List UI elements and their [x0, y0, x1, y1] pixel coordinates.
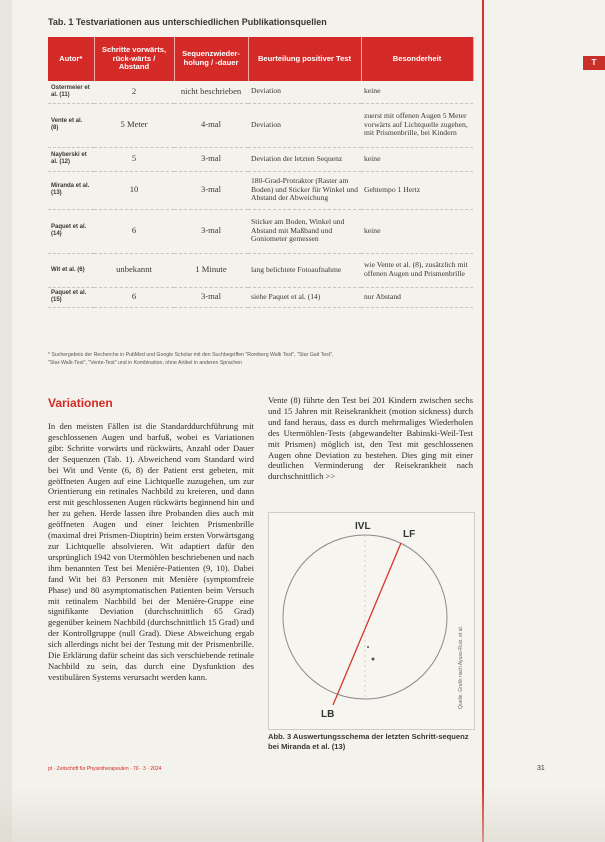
section-heading: Variationen: [48, 396, 113, 410]
table-cell: keine: [361, 147, 473, 171]
table-header-cell: Beurteilung positiver Test: [248, 37, 361, 81]
table-header-cell: Sequenzwieder-holung / -dauer: [174, 37, 248, 81]
table-cell: nur Abstand: [361, 287, 473, 307]
label-lb: LB: [321, 709, 335, 720]
table-header-cell: Besonderheit: [361, 37, 473, 81]
figure-svg: [269, 513, 474, 729]
figure-caption: Abb. 3 Auswertungsschema der letzten Schritt-sequenz bei Miranda et al. (13): [268, 732, 469, 751]
table-cell: 4-mal: [174, 103, 248, 147]
table-cell: 2: [94, 81, 174, 103]
table-cell: nicht beschrieben: [174, 81, 248, 103]
figure-diagram: [268, 512, 475, 730]
table-cell: zuerst mit offenen Augen 5 Meter vorwärts auf Lichtquelle zugehen, mit Prismenbrille, bei Kindern: [361, 103, 473, 147]
variations-table: [48, 37, 474, 308]
deviation-line: [333, 543, 401, 705]
table-cell: 3-mal: [174, 171, 248, 209]
author-cell: Miranda et al. (13): [48, 171, 94, 209]
table-cell: Deviation der letzten Sequenz: [248, 147, 361, 171]
section-tab-marker: T: [583, 56, 605, 70]
table-row: [48, 253, 473, 287]
table-cell: siehe Paquet et al. (14): [248, 287, 361, 307]
table-header-cell: Schritte vorwärts, rück-wärts / Abstand: [94, 37, 174, 81]
table-row: [48, 171, 473, 209]
author-cell: Vente et al. (8): [48, 103, 94, 147]
left-column-text: In den meisten Fällen ist die Standarddurchführung mit geschlossenen Augen und barfuß, wobei es Variationen gibt: Schritte vorwärts und rückwärts, Anzahl oder Dauer der Sequenzen (Tab. 1). Abweichend vom Standard wird bei Wit und Vente (6, 8) der Patient erst gebeten, mit geöffneten Augen auf eine Lichtquelle zuzugehen, um zur Orientierung ein retinales Nachbild zu kreieren, und dann erst mit geschlossenen Augen rückwärts beginnend hin und her zu gehen. Herde lassen ihre Probanden dies auch mit geöffneten Augen und einer leichten Prismenbrille (maximal drei Prismen-Dioptrin) beim ersten Vorwärtsgang zur Lichtquelle absolvieren. Wit adaptiert dafür den ursprünglich 1942 von Utermöhlen beschriebenen und nach ihm benannten Test bei Menière-Patienten (9, 10). Dabei fand Wit bei 83 Personen mit Menière (symptomfreie Phase) und 80 asymptomatischen Patienten beim Versuch mit retinalem Nachbild bei der Menière-Gruppe eine signifikante Deviation (durchschnittlich 65 Grad) gegenüber keinem Nachbild (durchschnittlich 15 Grad) und der Kontrollgruppe (null Grad). Diese Abweichung ergab sich allerdings nicht bei der Testung mit der Prismenbrille. Die Erklärung dafür scheint das sich verschiebende retinale Nachbild zu sein, das durch eine Dysfunktion des vestibulären Systems verursacht werden kann.: [48, 421, 254, 682]
figure-source-text: Quelle: Grafik nach Ayuso-Ruiz, et al.: [458, 625, 464, 709]
footnote-line: * Suchergebnis der Recherche in PubMed und Google Scholar mit den Suchbegriffen "Romberg Walk Test", "Star Gait Test",: [48, 352, 334, 358]
table-cell: 6: [94, 209, 174, 253]
table-cell: wie Vente et al. (8), zusätzlich mit offenen Augen und Prismenbrille: [361, 253, 473, 287]
table-cell: 3-mal: [174, 209, 248, 253]
step-marker: [372, 658, 375, 661]
table-cell: Deviation: [248, 103, 361, 147]
author-cell: Paquet et al. (15): [48, 287, 94, 307]
table-cell: keine: [361, 209, 473, 253]
paper-shadow: [0, 785, 605, 842]
table-body: [48, 81, 473, 307]
table-caption: Tab. 1 Testvariationen aus unterschiedlichen Publikationsquellen: [48, 17, 327, 27]
footer-journal: pt · Zeitschrift für Physiotherapeuten · 76 · 3 · 2024: [48, 766, 162, 772]
table-footnote: [48, 351, 473, 368]
table-row: [48, 209, 473, 253]
page-number: 31: [537, 765, 545, 772]
author-cell: Paquet et al. (14): [48, 209, 94, 253]
table-header-row: [48, 37, 473, 81]
author-cell: Ostermeier et al. (11): [48, 81, 94, 103]
table-header-cell: Autor*: [48, 37, 94, 81]
table-cell: 180-Grad-Protraktor (Raster am Boden) und Sticker für Winkel und Abstand der Abweichung: [248, 171, 361, 209]
right-column-text: Vente (8) führte den Test bei 201 Kindern zwischen sechs und 15 Jahren mit Reisekrankheit (motion sickness) durch und fand heraus, dass es durch mehrmaliges Wiederholen des Utermöhlen-Tests (abgewandelter Babinski-Weil-Test mit Prismen) möglich ist, den Test mit geschlossenen Augen ohne Deviation zu bestehen. Dies ging mit einer deutlichen Verminderung der Reisekrankheit nach durchschnittlich >>: [268, 395, 473, 482]
table-row: [48, 81, 473, 103]
evaluation-circle: [283, 535, 447, 699]
table-cell: Deviation: [248, 81, 361, 103]
table-row: [48, 103, 473, 147]
table-cell: unbekannt: [94, 253, 174, 287]
label-ivl: IVL: [355, 521, 371, 532]
table-cell: Gehtempo 1 Hertz: [361, 171, 473, 209]
table-cell: 10: [94, 171, 174, 209]
table-cell: 1 Minute: [174, 253, 248, 287]
footnote-line: "Star-Walk-Test", "Vente-Test" und in Kombination, ohne Artikel in anderen Sprachen: [48, 360, 243, 367]
table-cell: 5 Meter: [94, 103, 174, 147]
table-cell: 6: [94, 287, 174, 307]
table-cell: 3-mal: [174, 147, 248, 171]
table-cell: lang belichtete Fotoaufnahme: [248, 253, 361, 287]
table-cell: keine: [361, 81, 473, 103]
table-cell: 3-mal: [174, 287, 248, 307]
label-lf: LF: [403, 529, 416, 540]
table-cell: 5: [94, 147, 174, 171]
page-spine: [482, 0, 484, 842]
step-marker: [367, 646, 369, 648]
author-cell: Wit et al. (6): [48, 253, 94, 287]
author-cell: Nayberski et al. (12): [48, 147, 94, 171]
table-row: [48, 287, 473, 307]
table-cell: Sticker am Boden, Winkel und Abstand mit Maßband und Goniometer gemessen: [248, 209, 361, 253]
table-row: [48, 147, 473, 171]
